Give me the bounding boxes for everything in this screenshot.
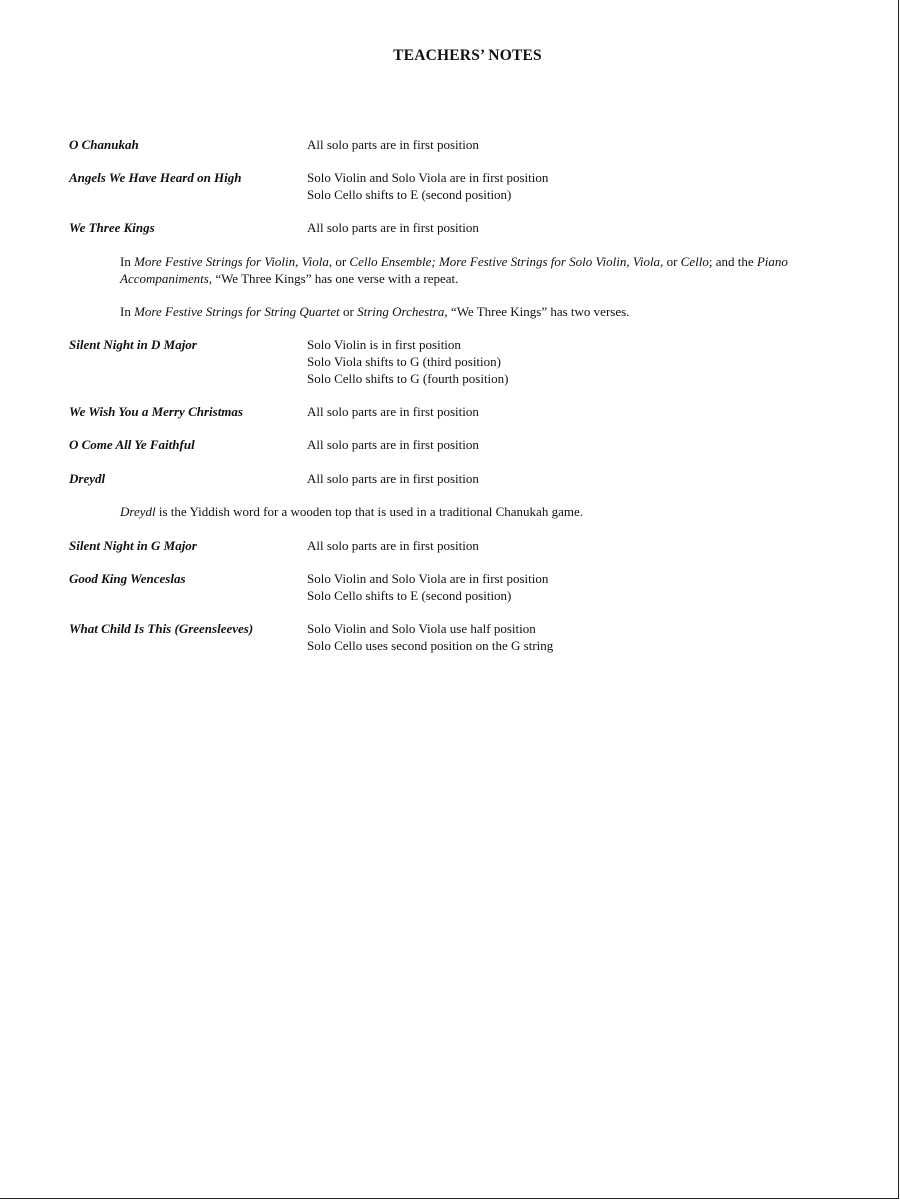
book-title: Cello Ensemble; More Festive Strings for Solo Violin, Viola, (349, 254, 664, 269)
we-three-kings-note-2 (120, 303, 840, 320)
song-note-line: All solo parts are in first position (307, 404, 479, 419)
song-notes (307, 219, 827, 236)
song-note-line: All solo parts are in first position (307, 538, 479, 553)
song-title: We Wish You a Merry Christmas (69, 404, 243, 419)
song-note-line: All solo parts are in first position (307, 220, 479, 235)
book-title: Cello (680, 254, 709, 269)
book-title: More Festive Strings for Violin, Viola, (134, 254, 333, 269)
song-notes (307, 620, 827, 654)
note-text: , “We Three Kings” has one verse with a repeat. (208, 271, 459, 286)
note-text: , “We Three Kings” has two verses. (444, 304, 630, 319)
book-title: Piano Accompaniments (120, 254, 788, 286)
song-notes (307, 136, 827, 153)
song-note-line: Solo Viola shifts to G (third position) (307, 354, 501, 369)
song-note-line: Solo Violin and Solo Viola are in first position (307, 170, 549, 185)
song-note-line: Solo Cello uses second position on the G string (307, 638, 554, 653)
song-notes (307, 169, 827, 203)
song-note-line: Solo Cello shifts to E (second position) (307, 187, 512, 202)
song-title: Angels We Have Heard on High (69, 170, 242, 185)
song-title: Dreydl (69, 471, 106, 486)
song-notes (307, 537, 827, 554)
song-title: O Chanukah (69, 137, 139, 152)
song-notes (307, 336, 827, 387)
song-notes (307, 403, 827, 420)
song-note-line: All solo parts are in first position (307, 437, 479, 452)
note-text: or (339, 304, 358, 319)
we-three-kings-note-1 (120, 253, 840, 287)
song-title: Silent Night in D Major (69, 337, 197, 352)
song-note-line: Solo Violin and Solo Viola use half position (307, 621, 536, 636)
song-title: Silent Night in G Major (69, 538, 197, 553)
song-title: O Come All Ye Faithful (69, 437, 195, 452)
note-text: or (332, 254, 350, 269)
song-note-line: Solo Cello shifts to E (second position) (307, 588, 512, 603)
song-title: What Child Is This (Greensleeves) (69, 621, 254, 636)
song-notes (307, 570, 827, 604)
song-title-inline: Dreydl (120, 504, 156, 519)
note-text: is the Yiddish word for a wooden top that is used in a traditional Chanukah game. (155, 504, 583, 519)
song-notes (307, 436, 827, 453)
note-text: or (663, 254, 681, 269)
song-title: We Three Kings (69, 220, 155, 235)
song-note-line: Solo Violin is in first position (307, 337, 461, 352)
note-text: In (120, 254, 135, 269)
note-text: In (120, 304, 135, 319)
song-note-line: Solo Cello shifts to G (fourth position) (307, 371, 509, 386)
song-note-line: Solo Violin and Solo Viola are in first position (307, 571, 549, 586)
song-note-line: All solo parts are in first position (307, 137, 479, 152)
song-note-line: All solo parts are in first position (307, 471, 479, 486)
note-text: ; and the (708, 254, 757, 269)
dreydl-note (120, 503, 840, 520)
book-title: More Festive Strings for String Quartet (134, 304, 340, 319)
book-title: String Orchestra (357, 304, 445, 319)
song-notes (307, 470, 827, 487)
song-title: Good King Wenceslas (69, 571, 186, 586)
page-title: TEACHERS’ NOTES (393, 47, 542, 64)
